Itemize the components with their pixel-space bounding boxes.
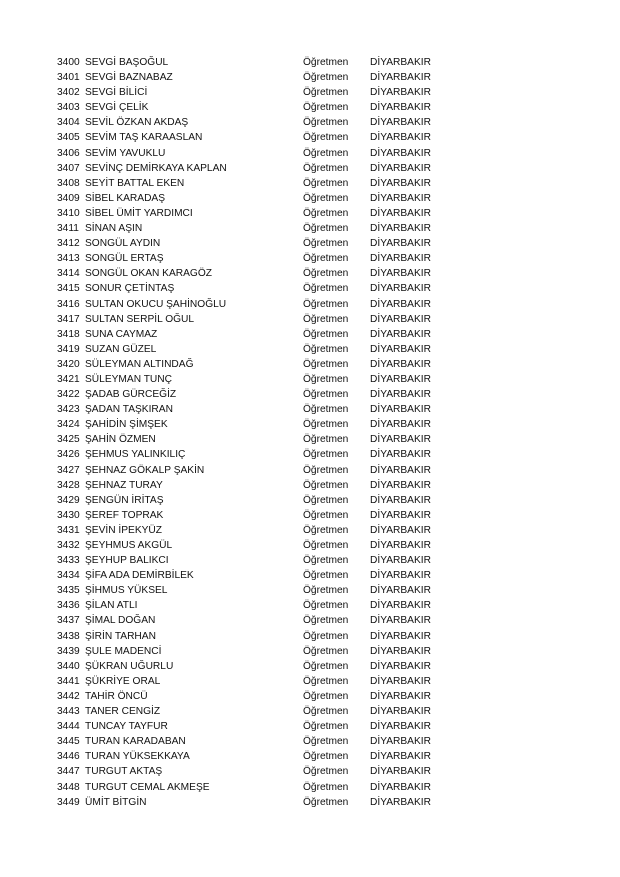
row-number: 3410 — [57, 207, 80, 219]
person-name: ŞİRİN TARHAN — [85, 630, 156, 642]
row-number: 3417 — [57, 313, 80, 325]
job-title: Öğretmen — [303, 72, 349, 84]
list-item — [0, 372, 620, 387]
job-title: Öğretmen — [303, 132, 349, 144]
person-name: SEVİNÇ DEMİRKAYA KAPLAN — [85, 162, 227, 174]
job-title: Öğretmen — [303, 615, 349, 627]
row-number: 3447 — [57, 766, 80, 778]
list-item — [0, 312, 620, 327]
list-item — [0, 508, 620, 523]
row-number: 3408 — [57, 177, 80, 189]
list-item — [0, 447, 620, 462]
row-number: 3429 — [57, 494, 80, 506]
list-item — [0, 236, 620, 251]
person-name: SEVİM TAŞ KARAASLAN — [85, 132, 203, 144]
person-name: SÜLEYMAN ALTINDAĞ — [85, 358, 194, 370]
document-page — [0, 55, 620, 810]
city-name: DİYARBAKIR — [370, 192, 431, 204]
job-title: Öğretmen — [303, 645, 349, 657]
list-item — [0, 100, 620, 115]
row-number: 3425 — [57, 434, 80, 446]
job-title: Öğretmen — [303, 540, 349, 551]
list-item — [0, 613, 620, 628]
person-name: TURGUT CEMAL AKMEŞE — [85, 781, 210, 793]
city-name: DİYARBAKIR — [370, 494, 431, 506]
list-item — [0, 523, 620, 538]
list-item — [0, 146, 620, 161]
city-name: DİYARBAKIR — [370, 600, 431, 612]
row-number: 3403 — [57, 102, 80, 114]
row-number: 3400 — [57, 57, 80, 68]
city-name: DİYARBAKIR — [370, 645, 431, 657]
person-name: SONGÜL AYDIN — [85, 238, 161, 250]
list-item — [0, 297, 620, 312]
city-name: DİYARBAKIR — [370, 162, 431, 174]
list-item — [0, 749, 620, 764]
city-name: DİYARBAKIR — [370, 343, 431, 355]
list-item — [0, 206, 620, 221]
city-name: DİYARBAKIR — [370, 524, 431, 536]
person-name: ŞEYHUP BALIKCI — [85, 555, 169, 567]
row-number: 3439 — [57, 645, 80, 657]
list-item — [0, 55, 620, 70]
list-item — [0, 493, 620, 508]
list — [0, 55, 620, 810]
person-name: SİBEL KARADAŞ — [85, 192, 166, 204]
person-name: SEVGİ BİLİCİ — [85, 87, 148, 99]
job-title: Öğretmen — [303, 524, 349, 536]
row-number: 3448 — [57, 781, 80, 793]
job-title: Öğretmen — [303, 675, 349, 687]
job-title: Öğretmen — [303, 751, 349, 763]
person-name: ÜMİT BİTGİN — [85, 796, 147, 808]
list-item — [0, 85, 620, 100]
person-name: SUZAN GÜZEL — [85, 343, 157, 355]
job-title: Öğretmen — [303, 373, 349, 385]
row-number: 3414 — [57, 268, 80, 280]
job-title: Öğretmen — [303, 162, 349, 174]
city-name: DİYARBAKIR — [370, 358, 431, 370]
row-number: 3434 — [57, 570, 80, 582]
row-number: 3441 — [57, 675, 80, 687]
row-number: 3419 — [57, 343, 80, 355]
city-name: DİYARBAKIR — [370, 555, 431, 567]
row-number: 3431 — [57, 524, 80, 536]
person-name: SEVGİ BAŞOĞUL — [85, 57, 169, 68]
job-title: Öğretmen — [303, 268, 349, 280]
job-title: Öğretmen — [303, 358, 349, 370]
list-item — [0, 780, 620, 795]
row-number: 3424 — [57, 419, 80, 431]
list-item — [0, 115, 620, 130]
city-name: DİYARBAKIR — [370, 630, 431, 642]
list-item — [0, 644, 620, 659]
list-item — [0, 281, 620, 296]
person-name: ŞEREF TOPRAK — [85, 509, 164, 521]
person-name: TURGUT AKTAŞ — [85, 766, 163, 778]
job-title: Öğretmen — [303, 434, 349, 446]
job-title: Öğretmen — [303, 253, 349, 265]
job-title: Öğretmen — [303, 343, 349, 355]
job-title: Öğretmen — [303, 57, 349, 68]
row-number: 3432 — [57, 540, 80, 551]
person-name: ŞADAB GÜRCEĞİZ — [85, 389, 177, 401]
person-name: ŞİLAN ATLI — [85, 600, 138, 612]
city-name: DİYARBAKIR — [370, 404, 431, 416]
list-item — [0, 191, 620, 206]
job-title: Öğretmen — [303, 555, 349, 567]
list-item — [0, 583, 620, 598]
person-name: ŞİMAL DOĞAN — [85, 615, 156, 627]
person-name: ŞEHNAZ GÖKALP ŞAKİN — [85, 464, 205, 476]
row-number: 3445 — [57, 736, 80, 748]
city-name: DİYARBAKIR — [370, 721, 431, 733]
person-name: SÜLEYMAN TUNÇ — [85, 373, 172, 385]
list-item — [0, 70, 620, 85]
list-item — [0, 221, 620, 236]
job-title: Öğretmen — [303, 464, 349, 476]
person-name: SEVGİ ÇELİK — [85, 102, 149, 114]
city-name: DİYARBAKIR — [370, 147, 431, 159]
city-name: DİYARBAKIR — [370, 796, 431, 808]
row-number: 3420 — [57, 358, 80, 370]
row-number: 3421 — [57, 373, 80, 385]
job-title: Öğretmen — [303, 87, 349, 99]
row-number: 3422 — [57, 389, 80, 401]
city-name: DİYARBAKIR — [370, 117, 431, 129]
city-name: DİYARBAKIR — [370, 479, 431, 491]
job-title: Öğretmen — [303, 600, 349, 612]
city-name: DİYARBAKIR — [370, 373, 431, 385]
row-number: 3412 — [57, 238, 80, 250]
list-item — [0, 402, 620, 417]
job-title: Öğretmen — [303, 207, 349, 219]
row-number: 3409 — [57, 192, 80, 204]
job-title: Öğretmen — [303, 147, 349, 159]
job-title: Öğretmen — [303, 796, 349, 808]
job-title: Öğretmen — [303, 706, 349, 718]
list-item — [0, 795, 620, 810]
person-name: TUNCAY TAYFUR — [85, 721, 168, 733]
person-name: ŞİHMUS YÜKSEL — [85, 585, 168, 597]
job-title: Öğretmen — [303, 449, 349, 461]
row-number: 3437 — [57, 615, 80, 627]
list-item — [0, 417, 620, 432]
city-name: DİYARBAKIR — [370, 283, 431, 295]
person-name: SEVGİ BAZNABAZ — [85, 72, 173, 84]
row-number: 3401 — [57, 72, 80, 84]
city-name: DİYARBAKIR — [370, 585, 431, 597]
person-name: ŞADAN TAŞKIRAN — [85, 404, 173, 416]
job-title: Öğretmen — [303, 721, 349, 733]
row-number: 3442 — [57, 690, 80, 702]
city-name: DİYARBAKIR — [370, 419, 431, 431]
job-title: Öğretmen — [303, 283, 349, 295]
row-number: 3426 — [57, 449, 80, 461]
job-title: Öğretmen — [303, 690, 349, 702]
list-item — [0, 659, 620, 674]
list-item — [0, 629, 620, 644]
city-name: DİYARBAKIR — [370, 223, 431, 235]
job-title: Öğretmen — [303, 223, 349, 235]
city-name: DİYARBAKIR — [370, 766, 431, 778]
person-name: ŞEVİN İPEKYÜZ — [85, 524, 162, 536]
list-item — [0, 342, 620, 357]
city-name: DİYARBAKIR — [370, 660, 431, 672]
row-number: 3440 — [57, 660, 80, 672]
city-name: DİYARBAKIR — [370, 313, 431, 325]
city-name: DİYARBAKIR — [370, 540, 431, 551]
list-item — [0, 432, 620, 447]
person-name: ŞULE MADENCİ — [85, 645, 162, 657]
list-item — [0, 463, 620, 478]
person-name: SİNAN AŞIN — [85, 223, 143, 235]
row-number: 3413 — [57, 253, 80, 265]
person-name: ŞENGÜN İRİTAŞ — [85, 494, 164, 506]
city-name: DİYARBAKIR — [370, 57, 431, 68]
list-item — [0, 704, 620, 719]
job-title: Öğretmen — [303, 192, 349, 204]
city-name: DİYARBAKIR — [370, 389, 431, 401]
list-item — [0, 734, 620, 749]
person-name: SULTAN SERPİL OĞUL — [85, 313, 195, 325]
city-name: DİYARBAKIR — [370, 72, 431, 84]
city-name: DİYARBAKIR — [370, 253, 431, 265]
person-name: SEVİM YAVUKLU — [85, 147, 166, 159]
row-number: 3416 — [57, 298, 80, 310]
job-title: Öğretmen — [303, 117, 349, 129]
city-name: DİYARBAKIR — [370, 570, 431, 582]
job-title: Öğretmen — [303, 494, 349, 506]
person-name: TURAN KARADABAN — [85, 736, 186, 748]
row-number: 3430 — [57, 509, 80, 521]
row-number: 3446 — [57, 751, 80, 763]
city-name: DİYARBAKIR — [370, 268, 431, 280]
list-item — [0, 764, 620, 779]
row-number: 3411 — [57, 223, 79, 235]
job-title: Öğretmen — [303, 389, 349, 401]
city-name: DİYARBAKIR — [370, 706, 431, 718]
list-item — [0, 387, 620, 402]
row-number: 3444 — [57, 721, 80, 733]
row-number: 3436 — [57, 600, 80, 612]
city-name: DİYARBAKIR — [370, 328, 431, 340]
job-title: Öğretmen — [303, 177, 349, 189]
list-item — [0, 689, 620, 704]
person-name: ŞİFA ADA DEMİRBİLEK — [85, 570, 194, 582]
person-name: SONGÜL ERTAŞ — [85, 253, 164, 265]
list-item — [0, 553, 620, 568]
job-title: Öğretmen — [303, 509, 349, 521]
list-item — [0, 538, 620, 553]
city-name: DİYARBAKIR — [370, 207, 431, 219]
city-name: DİYARBAKIR — [370, 736, 431, 748]
job-title: Öğretmen — [303, 781, 349, 793]
list-item — [0, 674, 620, 689]
person-name: SULTAN OKUCU ŞAHİNOĞLU — [85, 298, 227, 310]
list-item — [0, 266, 620, 281]
person-name: ŞAHİN ÖZMEN — [85, 434, 156, 446]
person-name: ŞAHİDİN ŞİMŞEK — [85, 419, 168, 431]
row-number: 3405 — [57, 132, 80, 144]
person-name: ŞÜKRAN UĞURLU — [85, 660, 174, 672]
list-item — [0, 130, 620, 145]
job-title: Öğretmen — [303, 630, 349, 642]
person-name: ŞEHMUS YALINKILIÇ — [85, 449, 186, 461]
city-name: DİYARBAKIR — [370, 87, 431, 99]
row-number: 3406 — [57, 147, 80, 159]
row-number: 3423 — [57, 404, 80, 416]
row-number: 3435 — [57, 585, 80, 597]
person-name: SONGÜL OKAN KARAGÖZ — [85, 268, 212, 280]
job-title: Öğretmen — [303, 404, 349, 416]
job-title: Öğretmen — [303, 328, 349, 340]
list-item — [0, 357, 620, 372]
city-name: DİYARBAKIR — [370, 751, 431, 763]
list-item — [0, 161, 620, 176]
list-item — [0, 568, 620, 583]
person-name: TAHİR ÖNCÜ — [85, 690, 148, 702]
city-name: DİYARBAKIR — [370, 434, 431, 446]
city-name: DİYARBAKIR — [370, 238, 431, 250]
job-title: Öğretmen — [303, 585, 349, 597]
person-name: SEVİL ÖZKAN AKDAŞ — [85, 117, 189, 129]
person-name: ŞÜKRİYE ORAL — [85, 675, 161, 687]
job-title: Öğretmen — [303, 479, 349, 491]
row-number: 3433 — [57, 555, 80, 567]
list-item — [0, 327, 620, 342]
job-title: Öğretmen — [303, 660, 349, 672]
row-number: 3438 — [57, 630, 80, 642]
list-item — [0, 478, 620, 493]
row-number: 3404 — [57, 117, 80, 129]
city-name: DİYARBAKIR — [370, 615, 431, 627]
row-number: 3428 — [57, 479, 80, 491]
city-name: DİYARBAKIR — [370, 464, 431, 476]
city-name: DİYARBAKIR — [370, 449, 431, 461]
person-name: ŞEYHMUS AKGÜL — [85, 540, 173, 551]
row-number: 3407 — [57, 162, 80, 174]
person-name: SUNA CAYMAZ — [85, 328, 158, 340]
city-name: DİYARBAKIR — [370, 132, 431, 144]
person-name: TANER CENGİZ — [85, 706, 161, 718]
row-number: 3427 — [57, 464, 80, 476]
job-title: Öğretmen — [303, 313, 349, 325]
job-title: Öğretmen — [303, 298, 349, 310]
person-name: SEYİT BATTAL EKEN — [85, 177, 185, 189]
person-name: TURAN YÜKSEKKAYA — [85, 751, 190, 763]
job-title: Öğretmen — [303, 419, 349, 431]
person-name: SONUR ÇETİNTAŞ — [85, 283, 175, 295]
list-item — [0, 176, 620, 191]
city-name: DİYARBAKIR — [370, 509, 431, 521]
job-title: Öğretmen — [303, 736, 349, 748]
job-title: Öğretmen — [303, 102, 349, 114]
city-name: DİYARBAKIR — [370, 675, 431, 687]
row-number: 3418 — [57, 328, 80, 340]
city-name: DİYARBAKIR — [370, 102, 431, 114]
job-title: Öğretmen — [303, 766, 349, 778]
list-item — [0, 598, 620, 613]
job-title: Öğretmen — [303, 570, 349, 582]
city-name: DİYARBAKIR — [370, 690, 431, 702]
list-item — [0, 251, 620, 266]
row-number: 3415 — [57, 283, 80, 295]
person-name: SİBEL ÜMİT YARDIMCI — [85, 207, 193, 219]
row-number: 3402 — [57, 87, 80, 99]
city-name: DİYARBAKIR — [370, 781, 431, 793]
list-item — [0, 719, 620, 734]
city-name: DİYARBAKIR — [370, 177, 431, 189]
job-title: Öğretmen — [303, 238, 349, 250]
row-number: 3443 — [57, 706, 80, 718]
person-name: ŞEHNAZ TURAY — [85, 479, 163, 491]
row-number: 3449 — [57, 796, 80, 808]
city-name: DİYARBAKIR — [370, 298, 431, 310]
